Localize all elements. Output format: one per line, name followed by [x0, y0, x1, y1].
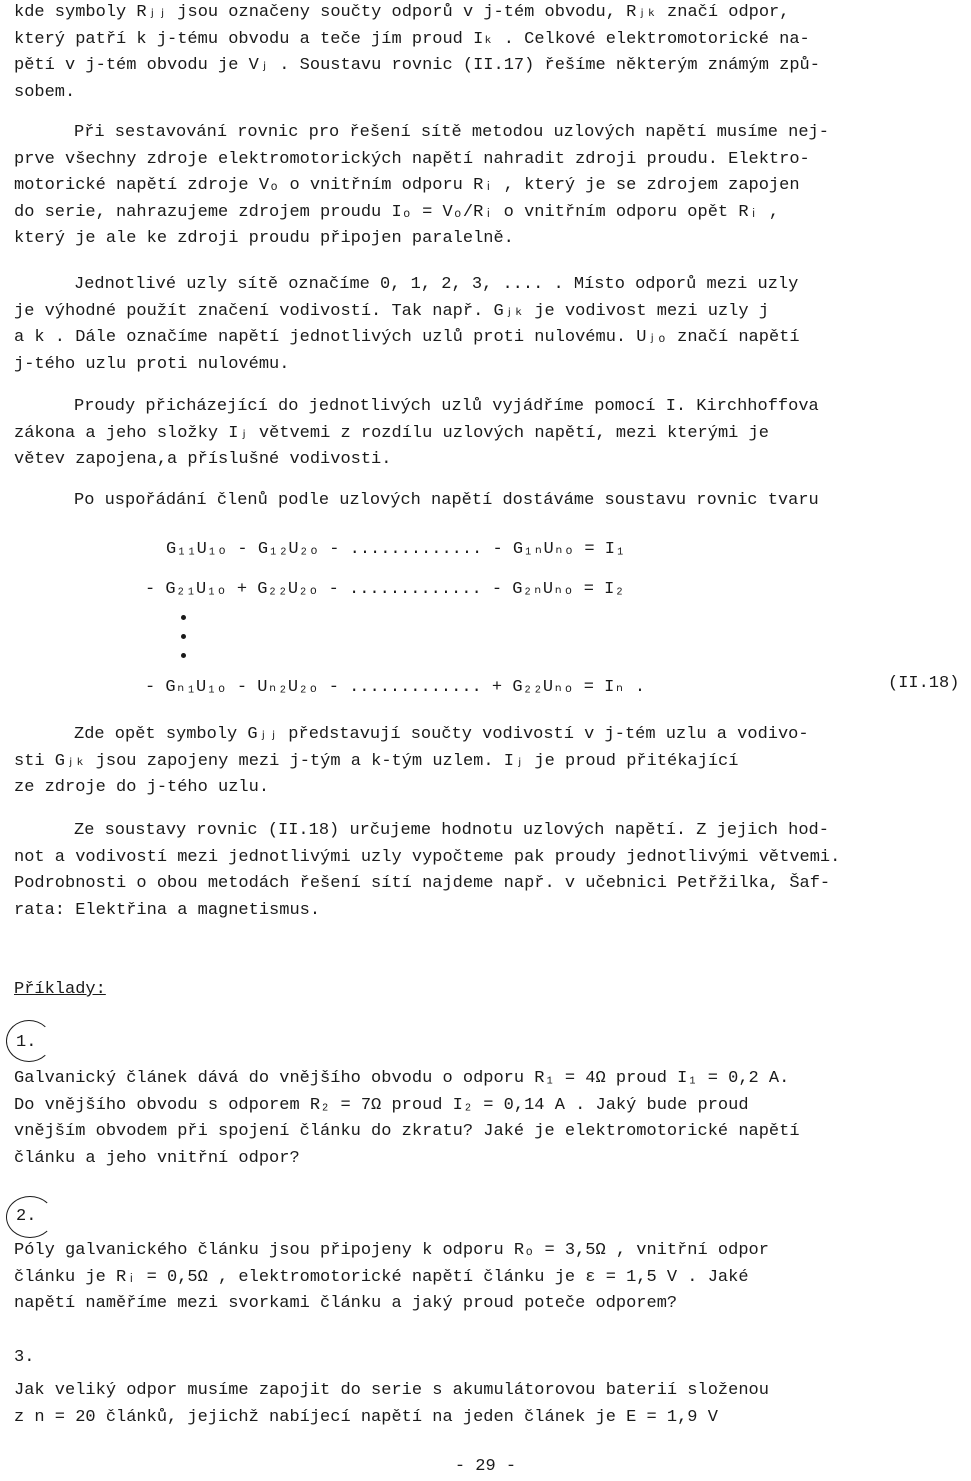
example-1 [14, 1066, 959, 1172]
paragraph-node-labels [14, 272, 959, 378]
text-line: Do vnějšího obvodu s odporem R₂ = 7Ω proud I₂ = 0,14 A . Jaký bude proud [14, 1095, 749, 1115]
paragraph-system-intro [14, 488, 959, 515]
ellipsis-dot [181, 615, 186, 620]
text-line: Jednotlivé uzly sítě označíme 0, 1, 2, 3, .... . Místo odporů mezi uzly [74, 275, 799, 294]
text-line: Podrobnosti o obou metodách řešení sítí najdeme např. v učebnici Petřžilka, Šaf- [14, 874, 831, 893]
example-number: 3. [14, 1348, 35, 1367]
text-line: vnějším obvodem při spojení článku do zkratu? Jaké je elektromotorické napětí [14, 1122, 800, 1141]
text-line: Galvanický článek dává do vnějšího obvodu o odporu R₁ = 4Ω proud I₁ = 0,2 A. [14, 1069, 790, 1088]
text-line: motorické napětí zdroje Vₒ o vnitřním odporu Rᵢ , který je se zdrojem zapojen [14, 176, 800, 195]
text-line: je výhodné použít značení vodivostí. Tak např. Gⱼₖ je vodivost mezi uzly j [14, 301, 769, 321]
paragraph-node-voltage-intro [14, 120, 959, 253]
text-line: z n = 20 článků, jejichž nabíjecí napětí na jeden článek je E = 1,9 V [14, 1407, 718, 1427]
text-line: do serie, nahrazujeme zdrojem proudu Iₒ = Vₒ/Rᵢ o vnitřním odporu opět Rᵢ , [14, 202, 780, 222]
page-number: - 29 - [454, 1457, 517, 1476]
text-line: Jak veliký odpor musíme zapojit do serie s akumulátorovou baterií složenou [14, 1381, 769, 1400]
text-line: který je ale ke zdroji proudu připojen paralelně. [14, 229, 514, 248]
paragraph-solution [14, 818, 959, 924]
text-line: j-tého uzlu proti nulovému. [14, 354, 290, 374]
text-line: not a vodivostí mezi jednotlivými uzly vypočteme pak proudy jednotlivými větvemi. [14, 847, 841, 867]
text-line: Póly galvanického článku jsou připojeny k odporu Rₒ = 3,5Ω , vnitřní odpor [14, 1241, 769, 1260]
text-line: napětí naměříme mezi svorkami článku a jaký proud poteče odporem? [14, 1294, 678, 1313]
text-line: rata: Elektřina a magnetismus. [14, 900, 321, 920]
text-line: pětí v j-tém obvodu je Vⱼ . Soustavu rovnic (II.17) řešíme některým známým způ- [14, 56, 820, 75]
text-line: Při sestavování rovnic pro řešení sítě metodou uzlových napětí musíme nej- [74, 123, 829, 142]
text-line: Zde opět symboly Gⱼⱼ představují součty vodivostí v j-tém uzlu a vodivo- [74, 725, 809, 744]
paragraph-symbols [14, 722, 959, 802]
text-line: větev zapojena,a příslušné vodivosti. [14, 450, 392, 469]
ellipsis-dot [181, 653, 186, 658]
equation-row-n: - Gₙ₁U₁ₒ - Uₙ₂U₂ₒ - ............. + G₂₂Uₙₒ = Iₙ . [145, 678, 646, 697]
text-line: Proudy přicházející do jednotlivých uzlů vyjádříme pomocí I. Kirchhoffova [74, 397, 819, 416]
text-line: který patří k j-tému obvodu a teče jím proud Iₖ . Celkové elektromotorické na- [14, 29, 810, 49]
example-3 [14, 1378, 959, 1431]
text-line: Ze soustavy rovnic (II.18) určujeme hodnotu uzlových napětí. Z jejich hod- [74, 821, 829, 840]
paragraph-loop-method [14, 0, 959, 106]
example-number: 1. [16, 1033, 37, 1052]
example-number: 2. [16, 1207, 37, 1226]
ellipsis-dot [181, 634, 186, 639]
equation-row-2: - G₂₁U₁ₒ + G₂₂U₂ₒ - ............. - G₂ₙUₙₒ = I₂ [145, 580, 625, 599]
text-line: prve všechny zdroje elektromotorických napětí nahradit zdroji proudu. Elektro- [14, 149, 810, 169]
text-line: ze zdroje do j-tého uzlu. [14, 778, 270, 797]
example-2 [14, 1238, 959, 1318]
examples-heading: Příklady: [14, 980, 106, 999]
text-line: sti Gⱼₖ jsou zapojeny mezi j-tým a k-tým uzlem. Iⱼ je proud přitékající [14, 751, 739, 771]
text-line: zákona a jeho složky Iⱼ větvemi z rozdílu uzlových napětí, mezi kterými je [14, 423, 769, 443]
text-line: článku je Rᵢ = 0,5Ω , elektromotorické napětí článku je ε = 1,5 V . Jaké [14, 1267, 749, 1287]
text-line: Po uspořádání členů podle uzlových napětí dostáváme soustavu rovnic tvaru [74, 491, 819, 510]
text-line: kde symboly Rⱼⱼ jsou označeny součty odporů v j-tém obvodu, Rⱼₖ značí odpor, [14, 3, 790, 22]
equation-row-1: G₁₁U₁ₒ - G₁₂U₂ₒ - ............. - G₁ₙUₙₒ = I₁ [166, 540, 626, 559]
equation-label: (II.18) [888, 674, 960, 693]
text-line: sobem. [14, 82, 76, 102]
text-line: a k . Dále označíme napětí jednotlivých uzlů proti nulovému. Uⱼₒ značí napětí [14, 328, 800, 347]
text-line: článku a jeho vnitřní odpor? [14, 1148, 300, 1168]
paragraph-kirchhoff [14, 394, 959, 474]
